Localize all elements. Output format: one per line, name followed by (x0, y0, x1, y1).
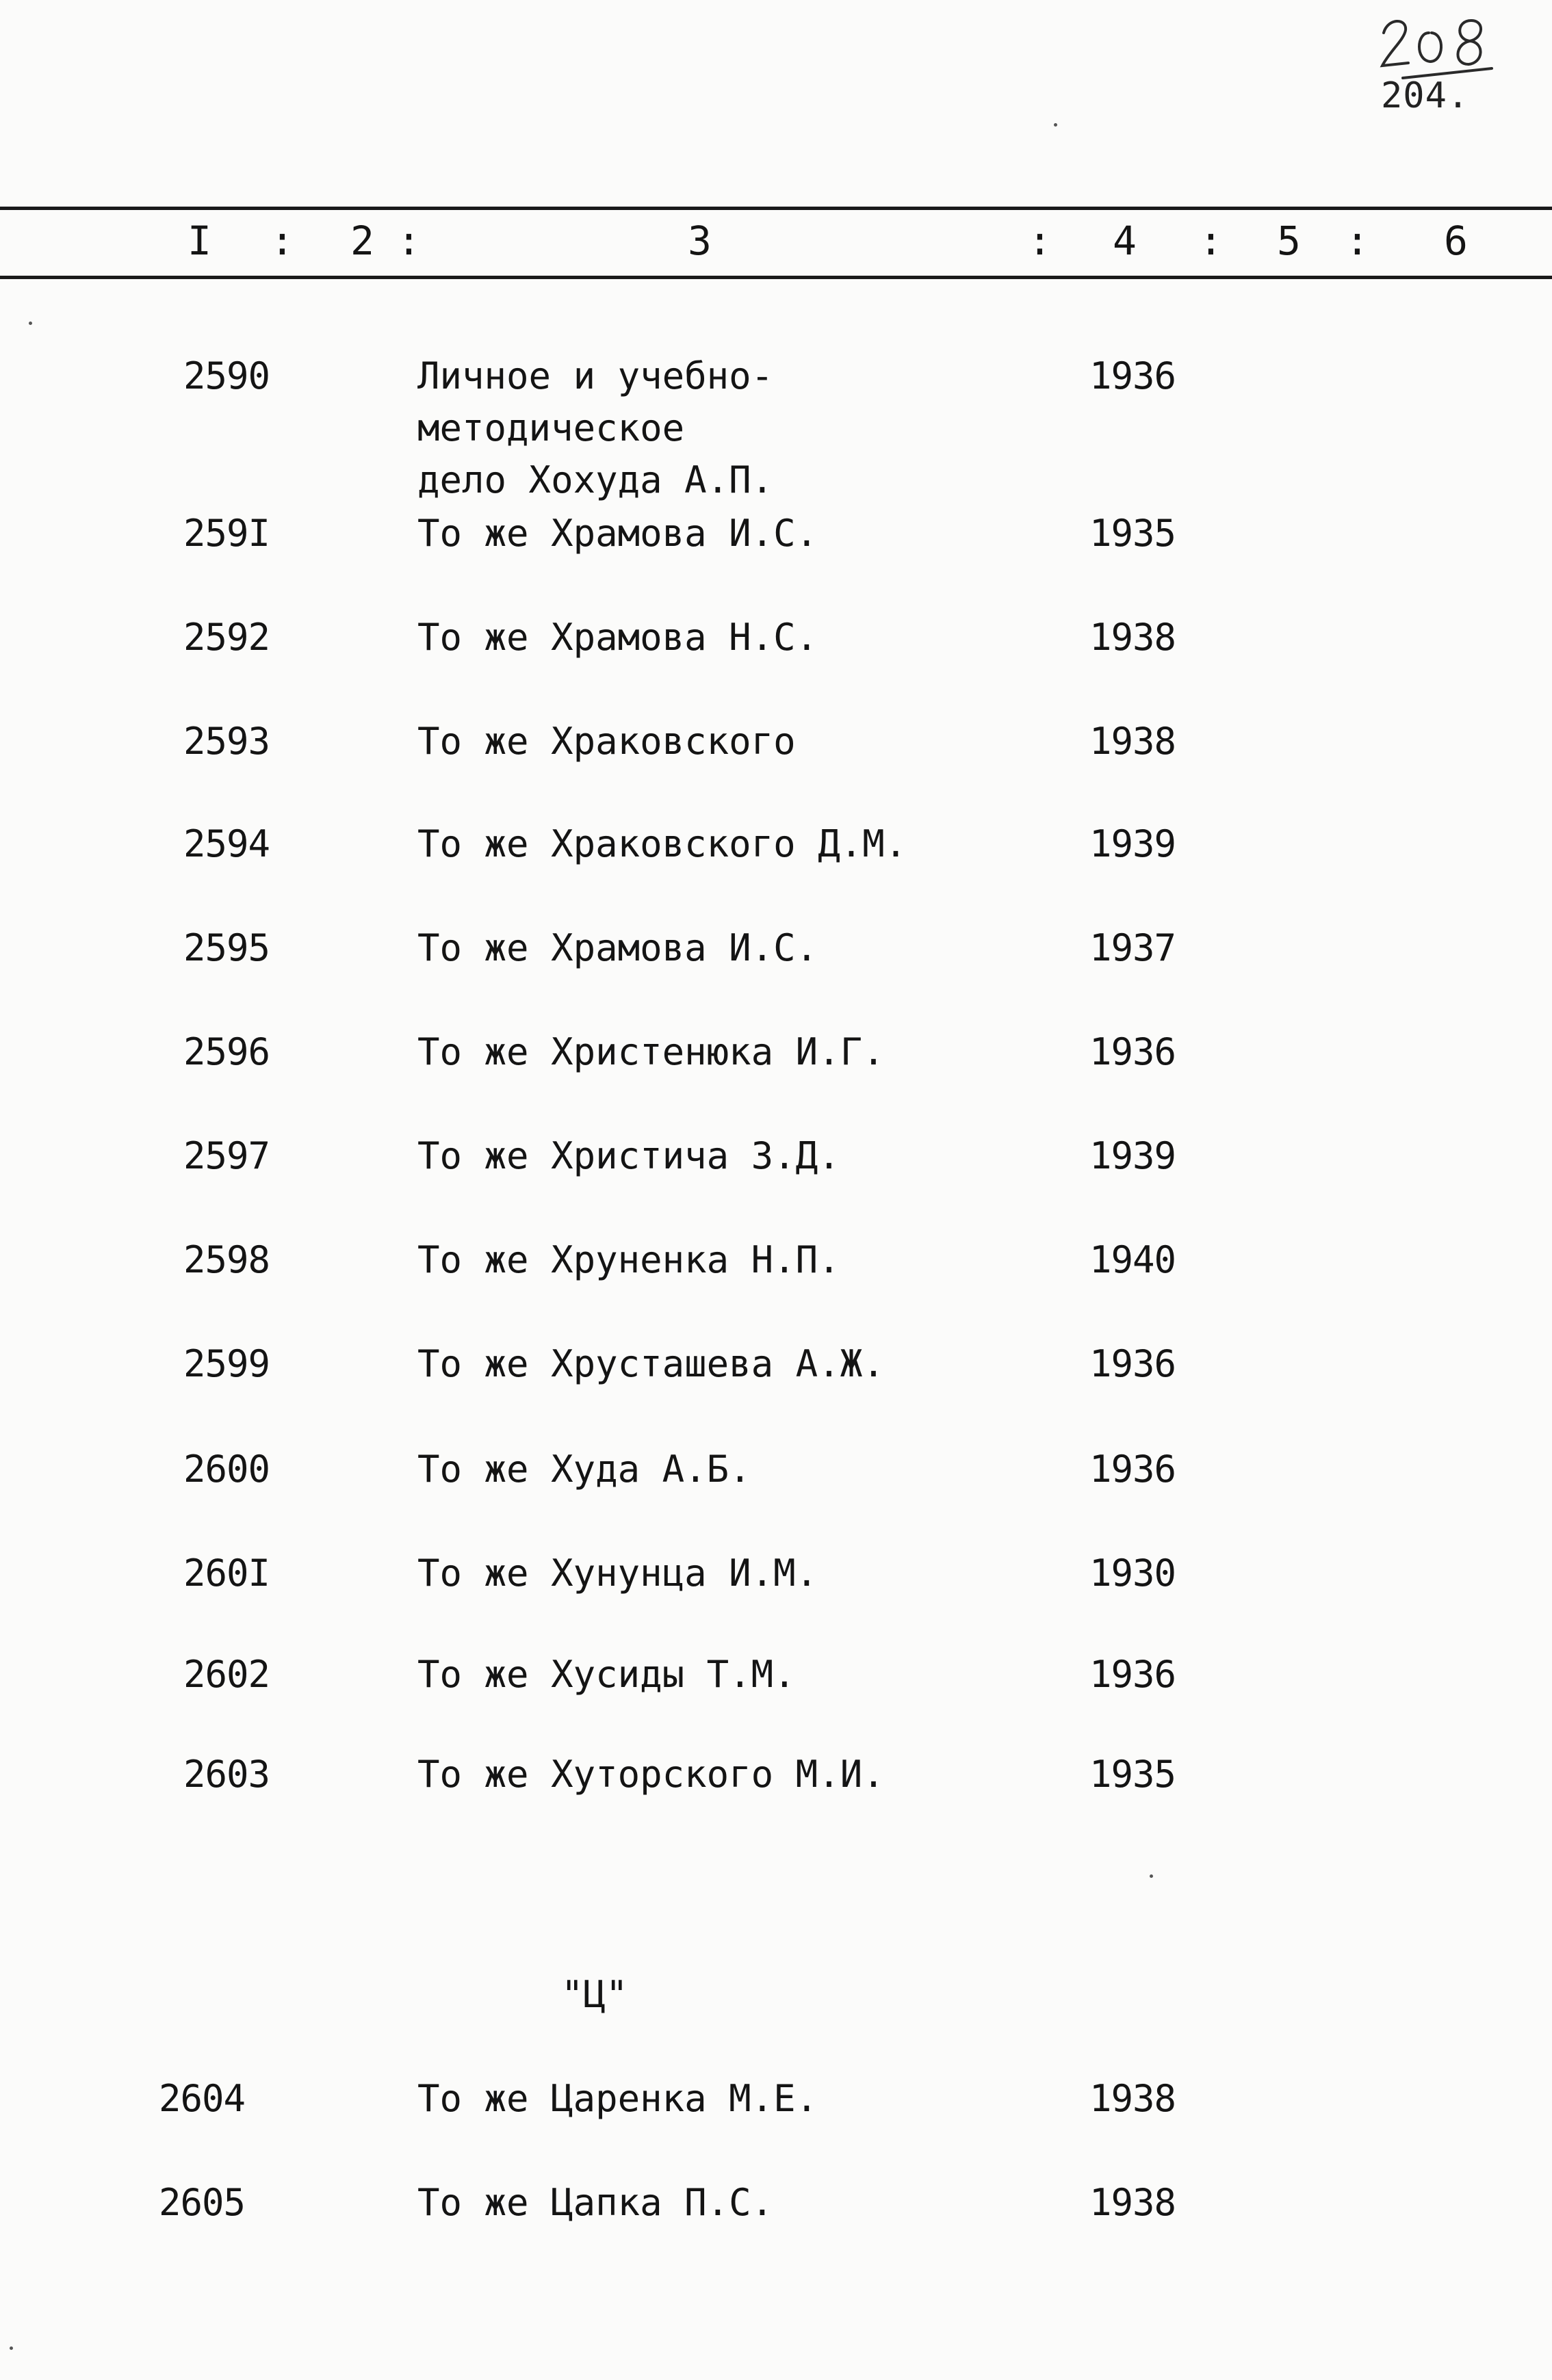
case-number: 2594 (183, 822, 270, 865)
scan-speck (29, 322, 32, 325)
column-header (0, 218, 1552, 265)
case-title: То же Худа А.Б. (417, 1448, 751, 1491)
case-year: 1935 (1089, 1753, 1176, 1796)
header-top-rule (0, 207, 1552, 210)
case-year: 1936 (1089, 354, 1176, 397)
case-title: То же Хуторского М.И. (417, 1753, 885, 1796)
case-number: 2599 (183, 1342, 270, 1385)
case-number: 2595 (183, 926, 270, 969)
typed-page-number: 204. (1381, 75, 1470, 116)
case-year: 1939 (1089, 822, 1176, 865)
case-title: То же Хруненка Н.П. (417, 1238, 840, 1281)
case-year: 1936 (1089, 1342, 1176, 1385)
case-number: 2597 (183, 1134, 270, 1177)
case-number: 2590 (183, 354, 270, 397)
case-number: 2602 (183, 1653, 270, 1696)
case-title: То же Хусиды Т.М. (417, 1653, 796, 1696)
case-year: 1936 (1089, 1030, 1176, 1073)
case-number: 2600 (183, 1448, 270, 1491)
case-title: То же Цапка П.С. (417, 2181, 774, 2224)
scan-speck (10, 2346, 13, 2350)
case-title: То же Хунунца И.М. (417, 1552, 818, 1595)
scan-speck (1150, 1874, 1153, 1878)
column-header-6: 6 (1444, 218, 1468, 264)
case-year: 1936 (1089, 1653, 1176, 1696)
case-number: 259I (183, 512, 270, 555)
case-title: То же Царенка М.Е. (417, 2077, 818, 2120)
case-year: 1935 (1089, 512, 1176, 555)
case-number: 2593 (183, 720, 270, 763)
case-number: 2605 (159, 2181, 246, 2224)
case-number: 2592 (183, 616, 270, 659)
case-title: Личное и учебно-методическое дело Хохуда А.П. (417, 354, 774, 501)
case-year: 1937 (1089, 926, 1176, 969)
column-header-3: 3 (688, 218, 712, 264)
header-bottom-rule (0, 276, 1552, 279)
case-year: 1930 (1089, 1552, 1176, 1595)
case-number: 2604 (159, 2077, 246, 2120)
column-separator: : (397, 218, 421, 264)
case-year: 1939 (1089, 1134, 1176, 1177)
case-title: То же Храковского Д.М. (417, 822, 907, 865)
case-title: То же Храковского (417, 720, 796, 763)
column-separator: : (270, 218, 294, 264)
case-year: 1938 (1089, 2077, 1176, 2120)
column-header-2: 2 (350, 218, 374, 264)
case-number: 260I (183, 1552, 270, 1595)
column-separator: : (1028, 218, 1052, 264)
case-title: То же Храмова И.С. (417, 512, 818, 555)
case-title: То же Хрусташева А.Ж. (417, 1342, 885, 1385)
column-separator: : (1199, 218, 1223, 264)
case-title: То же Храмова И.С. (417, 926, 818, 969)
case-year: 1936 (1089, 1448, 1176, 1491)
section-heading: "Ц" (561, 1973, 628, 2016)
case-year: 1938 (1089, 2181, 1176, 2224)
case-year: 1938 (1089, 616, 1176, 659)
case-title: То же Христича З.Д. (417, 1134, 840, 1177)
case-year: 1940 (1089, 1238, 1176, 1281)
column-separator: : (1345, 218, 1369, 264)
case-number: 2603 (183, 1753, 270, 1796)
scan-speck (1054, 123, 1057, 127)
column-header-5: 5 (1277, 218, 1301, 264)
case-title: То же Христенюка И.Г. (417, 1030, 885, 1073)
case-number: 2598 (183, 1238, 270, 1281)
case-number: 2596 (183, 1030, 270, 1073)
column-header-4: 4 (1113, 218, 1137, 264)
column-header-1: I (187, 218, 211, 264)
case-title: То же Храмова Н.С. (417, 616, 818, 659)
case-year: 1938 (1089, 720, 1176, 763)
